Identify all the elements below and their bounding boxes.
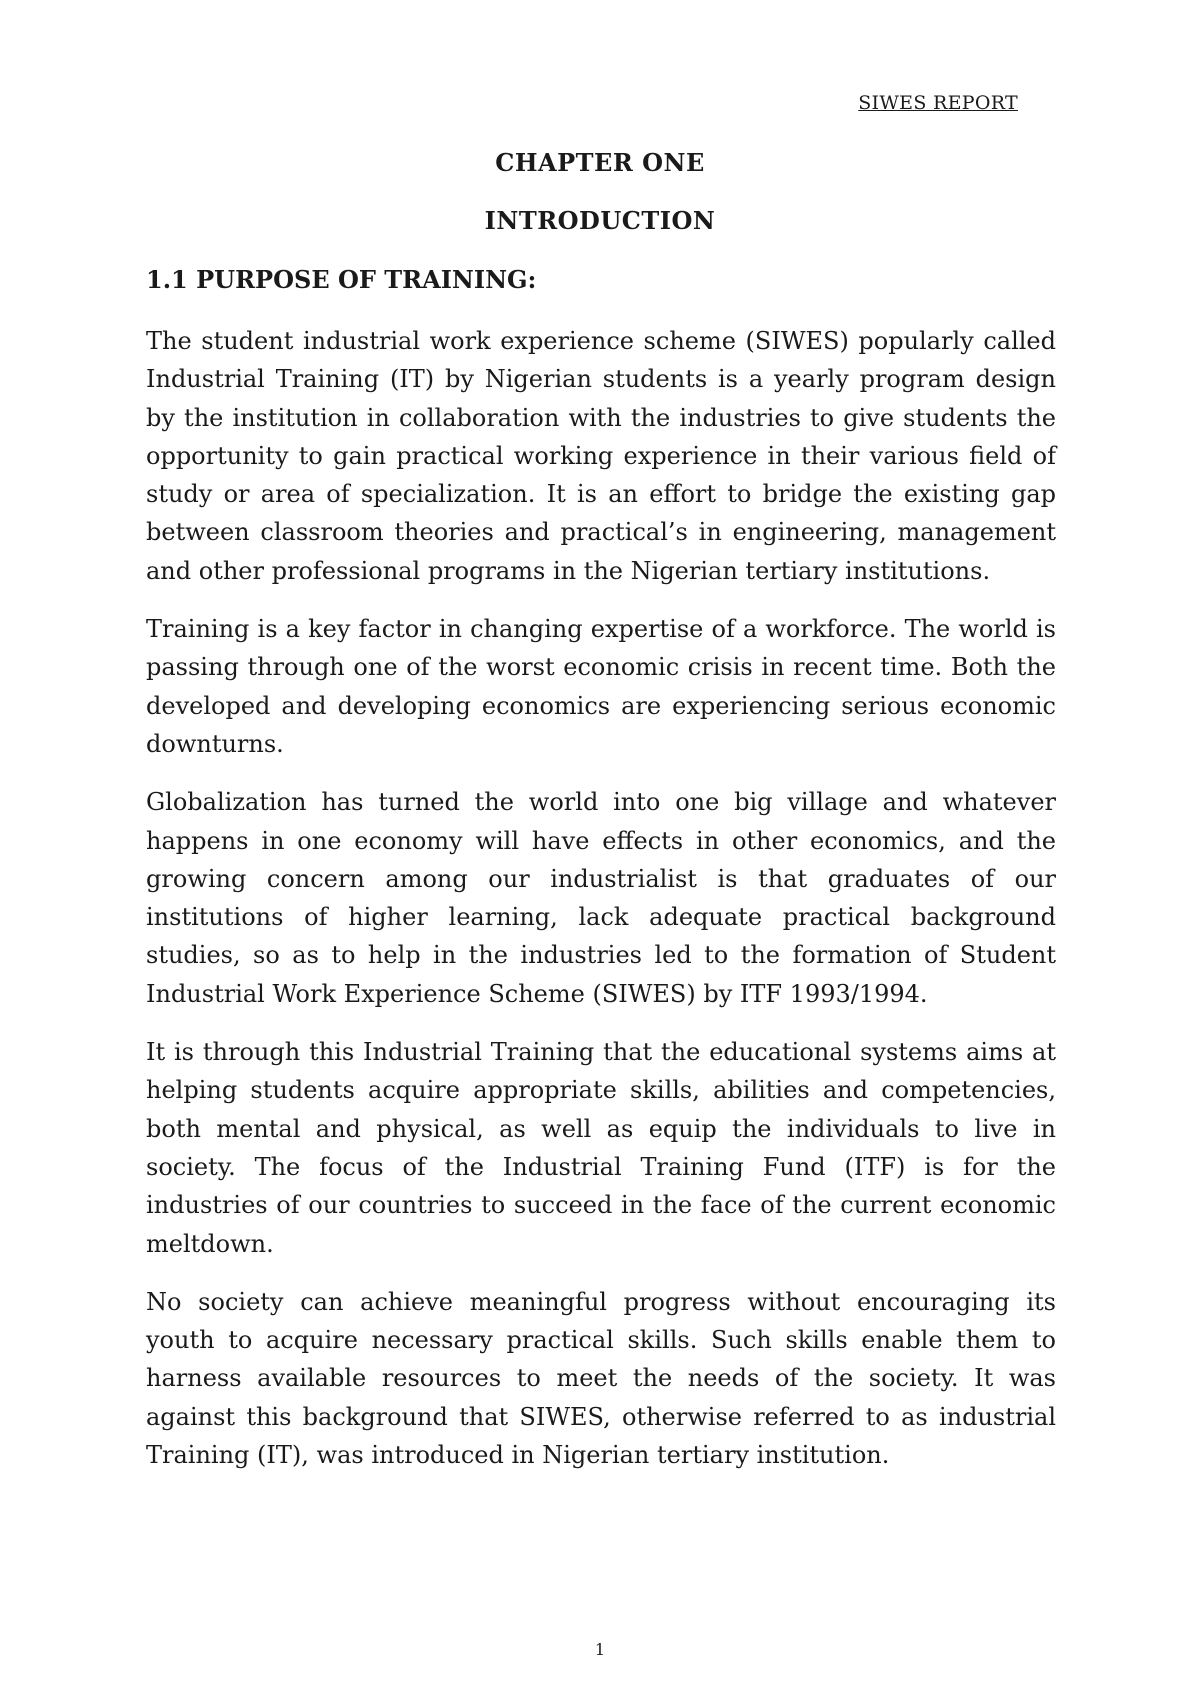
chapter-title: CHAPTER ONE (495, 148, 705, 177)
paragraph: Globalization has turned the world into one big village and whatever happens in one economy will have effects in other economics, and the growing concern among our industrialist is that graduates of our institutions of higher learning, lack adequate practical background studies, so as to help in the industries led to the formation of Student Industrial Work Experience Scheme (SIWES) by ITF 1993/1994. (146, 788, 1056, 1008)
paragraph: No society can achieve meaningful progress without encouraging its youth to acquire necessary practical skills. Such skills enable them to harness available resources to meet the needs of the society. It was against this background that SIWES, otherwise referred to as industrial Training (IT), was introduced in Nigerian tertiary institution. (146, 1287, 1056, 1470)
paragraph: The student industrial work experience scheme (SIWES) popularly called Industrial Training (IT) by Nigerian students is a yearly program design by the institution in collaboration with the industries to give students the opportunity to gain practical working experience in their various field of study or area of specialization. It is an effort to bridge the existing gap between classroom theories and practical’s in engineering, management and other professional programs in the Nigerian tertiary institutions. (146, 327, 1056, 585)
body-text (146, 322, 1056, 1494)
page-number: 1 (594, 1640, 606, 1659)
running-header: SIWES REPORT (858, 92, 1018, 114)
paragraph: Training is a key factor in changing expertise of a workforce. The world is passing through one of the worst economic crisis in recent time. Both the developed and developing economics are experiencing serious economic downturns. (146, 615, 1056, 758)
paragraph: It is through this Industrial Training that the educational systems aims at helping students acquire appropriate skills, abilities and competencies, both mental and physical, as well as equip the individuals to live in society. The focus of the Industrial Training Fund (ITF) is for the industries of our countries to succeed in the face of the current economic meltdown. (146, 1038, 1056, 1258)
subheading: 1.1 PURPOSE OF TRAINING: (146, 265, 537, 294)
section-title: INTRODUCTION (484, 206, 716, 235)
